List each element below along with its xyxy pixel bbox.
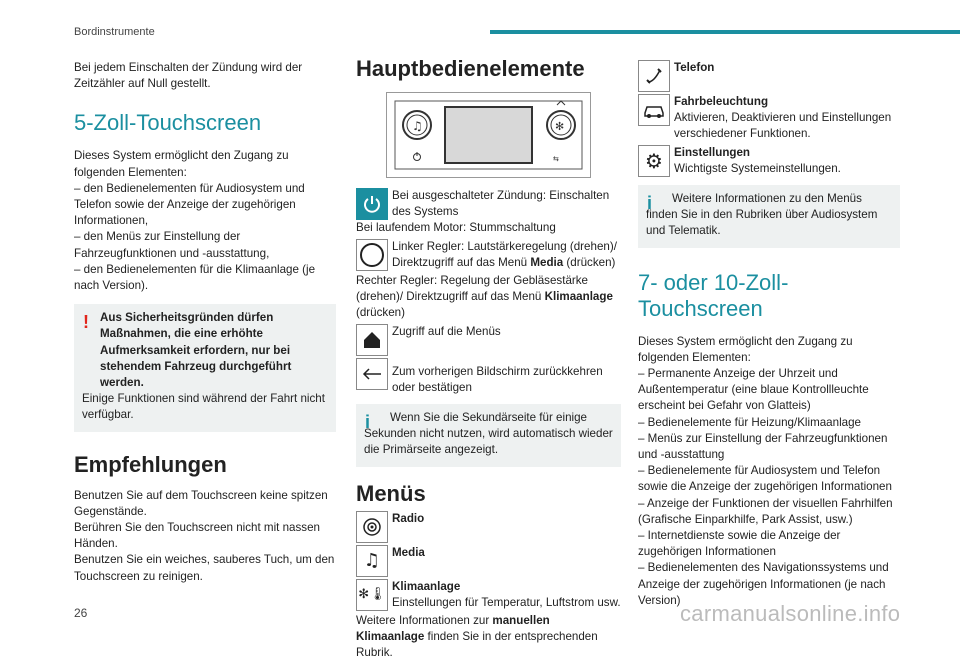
menu-media-label: Media [392, 545, 425, 559]
info-box [638, 185, 900, 248]
menu-vehicle-label: Fahrbeleuchtung [674, 95, 769, 108]
warning-box [74, 304, 336, 431]
phone-icon [638, 60, 670, 92]
list-item: – Bedienelemente für Heizung/Klimaanlage [638, 415, 861, 429]
music-note-icon: ♫ [356, 545, 388, 577]
menu-climate [356, 579, 621, 611]
warning-icon: ! [83, 312, 89, 333]
menu-radio [356, 511, 621, 543]
knob-icon [356, 239, 388, 271]
back-arrow-icon [356, 358, 388, 390]
svg-text:⇆: ⇆ [553, 155, 559, 163]
home-text: Zugriff auf die Menüs [392, 324, 501, 338]
menu-settings-label: Einstellungen [674, 145, 751, 159]
section-heading-7-10-inch: 7- oder 10-Zoll-Touchscreen [638, 269, 789, 321]
list-item: – Bedienelemente für Audiosystem und Telefon sowie die Anzeige der zugehörigen Informationen [638, 464, 892, 494]
recommendation-text: Berühren Sie den Touchscreen nicht mit nassen Händen. [74, 521, 320, 551]
menu-vehicle [638, 94, 900, 143]
knob-right-text: Rechter Regler: Regelung der Gebläsestärke (drehen)/ Direktzugriff auf das Menü Klimaanlage (drücken) [356, 274, 613, 320]
info-box [356, 404, 621, 467]
info-text: Weitere Informationen zu den Menüs finden Sie in den Rubriken über Audiosystem und Telematik. [646, 192, 878, 238]
section-7-intro: Dieses System ermöglicht den Zugang zu folgenden Elementen: [638, 334, 853, 364]
section-5-intro: Dieses System ermöglicht den Zugang zu folgenden Elementen: [74, 149, 289, 179]
menu-climate-text: Einstellungen für Temperatur, Luftstrom usw. [392, 595, 621, 609]
gear-icon: ⚙ [638, 145, 670, 177]
warning-bold-text: Aus Sicherheitsgründen dürfen Maßnahmen, die eine erhöhte Aufmerksamkeit erfordern, nur bei stehendem Fahrzeug durchgeführt werden. [100, 311, 292, 390]
control-panel-diagram [387, 93, 590, 177]
info-text: Wenn Sie die Sekundärseite für einige Sekunden nicht nutzen, wird automatisch wieder die Primärseite angezeigt. [364, 411, 613, 457]
list-item: – Internetdienste sowie die Anzeige der zugehörigen Informationen [638, 529, 841, 559]
power-text: Bei ausgeschalteter Zündung: Einschalten des Systems [392, 189, 610, 219]
warning-text: Einige Funktionen sind während der Fahrt nicht verfügbar. [82, 392, 325, 422]
power-icon [356, 188, 388, 220]
info-icon: i [365, 412, 371, 433]
menu-radio-label: Radio [392, 511, 425, 525]
menu-media [356, 545, 621, 577]
knob-left-text: Linker Regler: Lautstärkeregelung (drehen)/ Direktzugriff auf das Menü Media (drücken) [392, 239, 617, 269]
column-right [638, 58, 900, 609]
menu-settings-text: Wichtigste Systemeinstellungen. [674, 161, 841, 175]
fan-temperature-icon: ✻🌡 [356, 579, 388, 611]
watermark: carmanualsonline.info [680, 601, 901, 626]
section-heading-menus: Menüs [356, 480, 426, 506]
recommendation-text: Benutzen Sie auf dem Touchscreen keine spitzen Gegenstände. [74, 488, 328, 518]
list-item: – den Menüs zur Einstellung der Fahrzeugfunktionen und -ausstattung, [74, 230, 270, 260]
menu-vehicle-text: Aktivieren, Deaktivieren und Einstellungen verschiedener Funktionen. [674, 111, 892, 141]
power-text-2: Bei laufendem Motor: Stummschaltung [356, 221, 556, 235]
section-heading-recommendations: Empfehlungen [74, 451, 227, 477]
info-icon: i [647, 193, 653, 214]
radio-icon [356, 511, 388, 543]
knob-description [356, 239, 621, 271]
list-item: – Anzeige der Funktionen der visuellen Fahrhilfen (Grafische Einparkhilfe, Park Assist, usw.) [638, 496, 893, 526]
home-description [356, 324, 621, 356]
recommendation-text: Benutzen Sie ein weiches, sauberes Tuch, um den Touchscreen zu reinigen. [74, 553, 335, 583]
svg-text:✻: ✻ [555, 120, 565, 133]
intro-text: Bei jedem Einschalten der Zündung wird der Zeitzähler auf Null gestellt. [74, 61, 303, 91]
menu-climate-label: Klimaanlage [392, 579, 461, 593]
section-heading-main-controls: Hauptbedienelemente [356, 56, 585, 81]
list-item: – Permanente Anzeige der Uhrzeit und Außentemperatur (eine blaue Kontrollleuchte erscheint bei Gefahr von Glatteis) [638, 367, 869, 413]
column-middle [356, 56, 621, 662]
column-left [74, 60, 336, 585]
header-accent-bar [490, 30, 960, 34]
list-item: – Menüs zur Einstellung der Fahrzeugfunktionen und -ausstattung [638, 431, 888, 462]
svg-text:♫: ♫ [412, 119, 423, 133]
page-number: 26 [74, 606, 88, 620]
list-item: – den Bedienelementen für Audiosystem und Telefon sowie der Anzeige der zugehörigen Informationen, [74, 181, 305, 228]
back-description [356, 358, 621, 396]
control-panel-illustration [386, 92, 591, 178]
back-text: Zum vorherigen Bildschirm zurückkehren oder bestätigen [392, 364, 603, 394]
climate-more-info: Weitere Informationen zur manuellen Klimaanlage finden Sie in der entsprechenden Rubrik. [356, 614, 598, 660]
menu-settings [638, 145, 900, 177]
menu-telephone [638, 60, 900, 92]
running-header: Bordinstrumente [74, 26, 155, 38]
list-item: – den Bedienelementen für die Klimaanlage (je nach Version). [74, 262, 316, 293]
menu-telephone-label: Telefon [674, 61, 715, 74]
list-item: – Bedienelementen des Navigationssystems und Anzeige der zugehörigen Informationen (je nach Version) [638, 561, 889, 607]
home-icon [356, 324, 388, 356]
section-heading-5-inch: 5-Zoll-Touchscreen [74, 110, 262, 136]
power-button-description [356, 188, 621, 220]
